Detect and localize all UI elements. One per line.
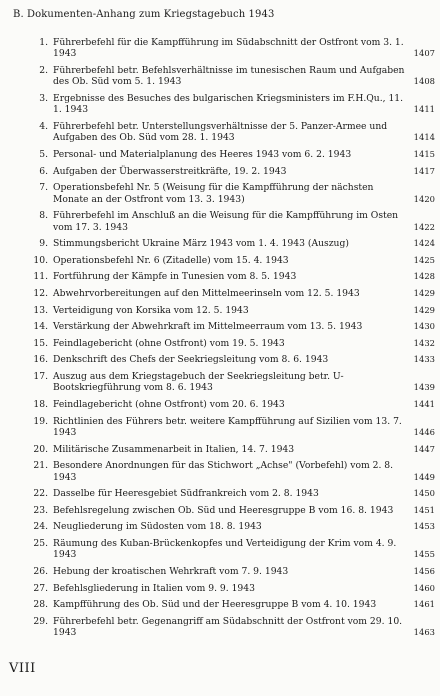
toc-entry	[0, 37, 440, 60]
toc-entry	[0, 121, 440, 144]
entry-title: Operationsbefehl Nr. 5 (Weisung für die Kampfführung der nächsten Monate an der Ostfront vom 13. 3. 1943)	[53, 182, 374, 205]
entry-title: Führerbefehl für die Kampfführung im Südabschnitt der Ostfront vom 3. 1. 1943	[53, 37, 404, 60]
entry-number: 12.	[33, 287, 48, 299]
toc-entry	[0, 182, 440, 205]
entry-page: 1463	[413, 627, 435, 638]
entry-title: Feindlagebericht (ohne Ostfront) vom 19. 5. 1943	[53, 337, 285, 349]
entry-number: 3.	[39, 93, 48, 104]
entry-number: 29.	[33, 615, 48, 627]
section-heading: B. Dokumenten-Anhang zum Kriegstagebuch 1943	[13, 9, 275, 20]
entry-title: Personal- und Materialplanung des Heeres 1943 vom 6. 2. 1943	[53, 149, 352, 160]
entry-number: 27.	[33, 582, 48, 594]
toc-entry	[0, 538, 440, 561]
entry-number: 18.	[33, 398, 48, 410]
entry-title: Neugliederung im Südosten vom 18. 8. 1943	[53, 521, 262, 533]
toc-entry	[0, 65, 440, 88]
toc-entry	[0, 238, 440, 249]
entry-page: 1424	[413, 238, 435, 249]
toc-entry	[0, 149, 440, 160]
entry-page: 1439	[413, 382, 435, 393]
toc-entry	[0, 354, 440, 365]
entry-number: 1.	[39, 37, 48, 48]
entry-title: Fortführung der Kämpfe in Tunesien vom 8. 5. 1943	[53, 271, 297, 283]
toc-entry	[0, 616, 440, 639]
entry-title: Auszug aus dem Kriegstagebuch der Seekriegsleitung betr. U-Bootskriegführung vom 8. 6. 1943	[53, 370, 344, 394]
entry-title: Verteidigung von Korsika vom 12. 5. 1943	[53, 304, 249, 316]
entry-title: Operationsbefehl Nr. 6 (Zitadelle) vom 15. 4. 1943	[53, 254, 289, 266]
toc-entry	[0, 321, 440, 332]
entry-title: Abwehrvorbereitungen auf den Mittelmeerinseln vom 12. 5. 1943	[53, 287, 360, 299]
entry-title: Denkschrift des Chefs der Seekriegsleitung vom 8. 6. 1943	[53, 354, 329, 366]
entry-page: 1422	[413, 221, 435, 232]
entry-title: Räumung des Kuban-Brückenkopfes und Verteidigung der Krim vom 4. 9. 1943	[53, 537, 397, 561]
toc-entry	[0, 488, 440, 499]
entry-number: 5.	[39, 149, 48, 160]
toc-entry	[0, 521, 440, 532]
entry-title: Richtlinien des Führers betr. weitere Kampfführung auf Sizilien vom 13. 7. 1943	[53, 415, 402, 438]
entry-number: 26.	[33, 565, 48, 577]
toc-entry	[0, 166, 440, 177]
entry-number: 20.	[33, 443, 48, 455]
entry-page: 1407	[413, 48, 435, 59]
entry-page: 1451	[413, 504, 435, 515]
entry-page: 1420	[413, 193, 435, 204]
entry-number: 28.	[33, 599, 48, 611]
entry-page: 1433	[413, 354, 435, 365]
entry-number: 6.	[39, 165, 48, 177]
entry-page: 1430	[413, 321, 435, 332]
entry-number: 24.	[33, 521, 48, 533]
entry-title: Führerbefehl betr. Befehlsverhältnisse im tunesischen Raum und Aufgaben des Ob. Süd vom 5. 1. 1943	[53, 65, 405, 88]
entry-number: 25.	[33, 537, 48, 549]
toc-entry	[0, 93, 440, 116]
toc-entry	[0, 371, 440, 394]
toc-entry	[0, 288, 440, 299]
entry-title: Aufgaben der Überwasserstreitkräfte, 19. 2. 1943	[53, 165, 287, 177]
entry-page: 1429	[413, 304, 435, 315]
entry-page: 1414	[413, 132, 435, 143]
toc-entry	[0, 271, 440, 282]
toc-entry	[0, 599, 440, 610]
entry-page: 1415	[413, 149, 435, 159]
entry-number: 16.	[33, 354, 48, 366]
entry-number: 14.	[33, 321, 48, 333]
toc-entry	[0, 444, 440, 455]
entry-page: 1441	[413, 398, 435, 409]
entry-page: 1456	[413, 565, 435, 576]
entry-title: Führerbefehl im Anschluß an die Weisung für die Kampfführung im Osten vom 17. 3. 1943	[53, 210, 399, 233]
entry-page: 1455	[413, 549, 435, 560]
entry-number: 10.	[33, 254, 48, 266]
entry-page: 1428	[413, 271, 435, 282]
toc-entry	[0, 338, 440, 349]
entry-page: 1460	[413, 582, 435, 593]
entry-number: 19.	[33, 415, 48, 427]
entry-title: Führerbefehl betr. Unterstellungsverhältnisse der 5. Panzer-Armee und Aufgaben des Ob. Süd vom 28. 1. 1943	[53, 121, 388, 144]
toc-entry	[0, 460, 440, 483]
entry-number: 21.	[33, 460, 48, 472]
entry-title: Kampfführung des Ob. Süd und der Heeresgruppe B vom 4. 10. 1943	[53, 599, 377, 611]
toc-entry	[0, 210, 440, 233]
entry-page: 1446	[413, 426, 435, 437]
entry-title: Verstärkung der Abwehrkraft im Mittelmeerraum vom 13. 5. 1943	[53, 321, 363, 333]
toc-entry	[0, 505, 440, 516]
entry-title: Befehlsgliederung in Italien vom 9. 9. 1943	[53, 582, 255, 594]
entry-number: 8.	[39, 210, 48, 222]
entry-number: 17.	[33, 370, 48, 382]
entry-title: Stimmungsbericht Ukraine März 1943 vom 1. 4. 1943 (Auszug)	[53, 238, 349, 250]
toc-entry	[0, 583, 440, 594]
entry-number: 15.	[33, 337, 48, 349]
entry-title: Dasselbe für Heeresgebiet Südfrankreich vom 2. 8. 1943	[53, 488, 319, 500]
entry-page: 1429	[413, 287, 435, 298]
entry-page: 1408	[413, 76, 435, 87]
entry-page: 1461	[413, 599, 435, 610]
page-number: VIII	[9, 661, 36, 676]
entry-page: 1425	[413, 254, 435, 265]
entry-title: Feindlagebericht (ohne Ostfront) vom 20. 6. 1943	[53, 398, 285, 410]
entry-page: 1411	[413, 104, 435, 115]
entry-title: Führerbefehl betr. Gegenangriff am Südabschnitt der Ostfront vom 29. 10. 1943	[53, 615, 403, 639]
toc-entry	[0, 399, 440, 410]
entry-title: Hebung der kroatischen Wehrkraft vom 7. 9. 1943	[53, 565, 289, 577]
entry-number: 2.	[39, 65, 48, 76]
entry-page: 1449	[413, 471, 435, 482]
entry-title: Besondere Anordnungen für das Stichwort „Achse" (Vorbefehl) vom 2. 8. 1943	[53, 460, 394, 483]
entry-number: 7.	[39, 182, 48, 194]
entry-number: 11.	[33, 271, 48, 283]
toc-entry	[0, 255, 440, 266]
entry-title: Militärische Zusammenarbeit in Italien, 14. 7. 1943	[53, 443, 295, 455]
entry-page: 1447	[413, 443, 435, 454]
table-of-contents	[0, 37, 440, 644]
entry-number: 9.	[39, 238, 48, 250]
entry-page: 1417	[413, 165, 435, 176]
entry-title: Ergebnisse des Besuches des bulgarischen Kriegsministers im F.H.Qu., 11. 1. 1943	[53, 93, 404, 116]
entry-number: 22.	[33, 488, 48, 500]
entry-page: 1450	[413, 488, 435, 499]
toc-entry	[0, 305, 440, 316]
entry-page: 1432	[413, 337, 435, 348]
entry-title: Befehlsregelung zwischen Ob. Süd und Heeresgruppe B vom 16. 8. 1943	[53, 504, 394, 516]
entry-number: 4.	[39, 121, 48, 132]
entry-page: 1453	[413, 521, 435, 532]
toc-entry	[0, 566, 440, 577]
entry-number: 23.	[33, 504, 48, 516]
toc-entry	[0, 416, 440, 439]
entry-number: 13.	[33, 304, 48, 316]
